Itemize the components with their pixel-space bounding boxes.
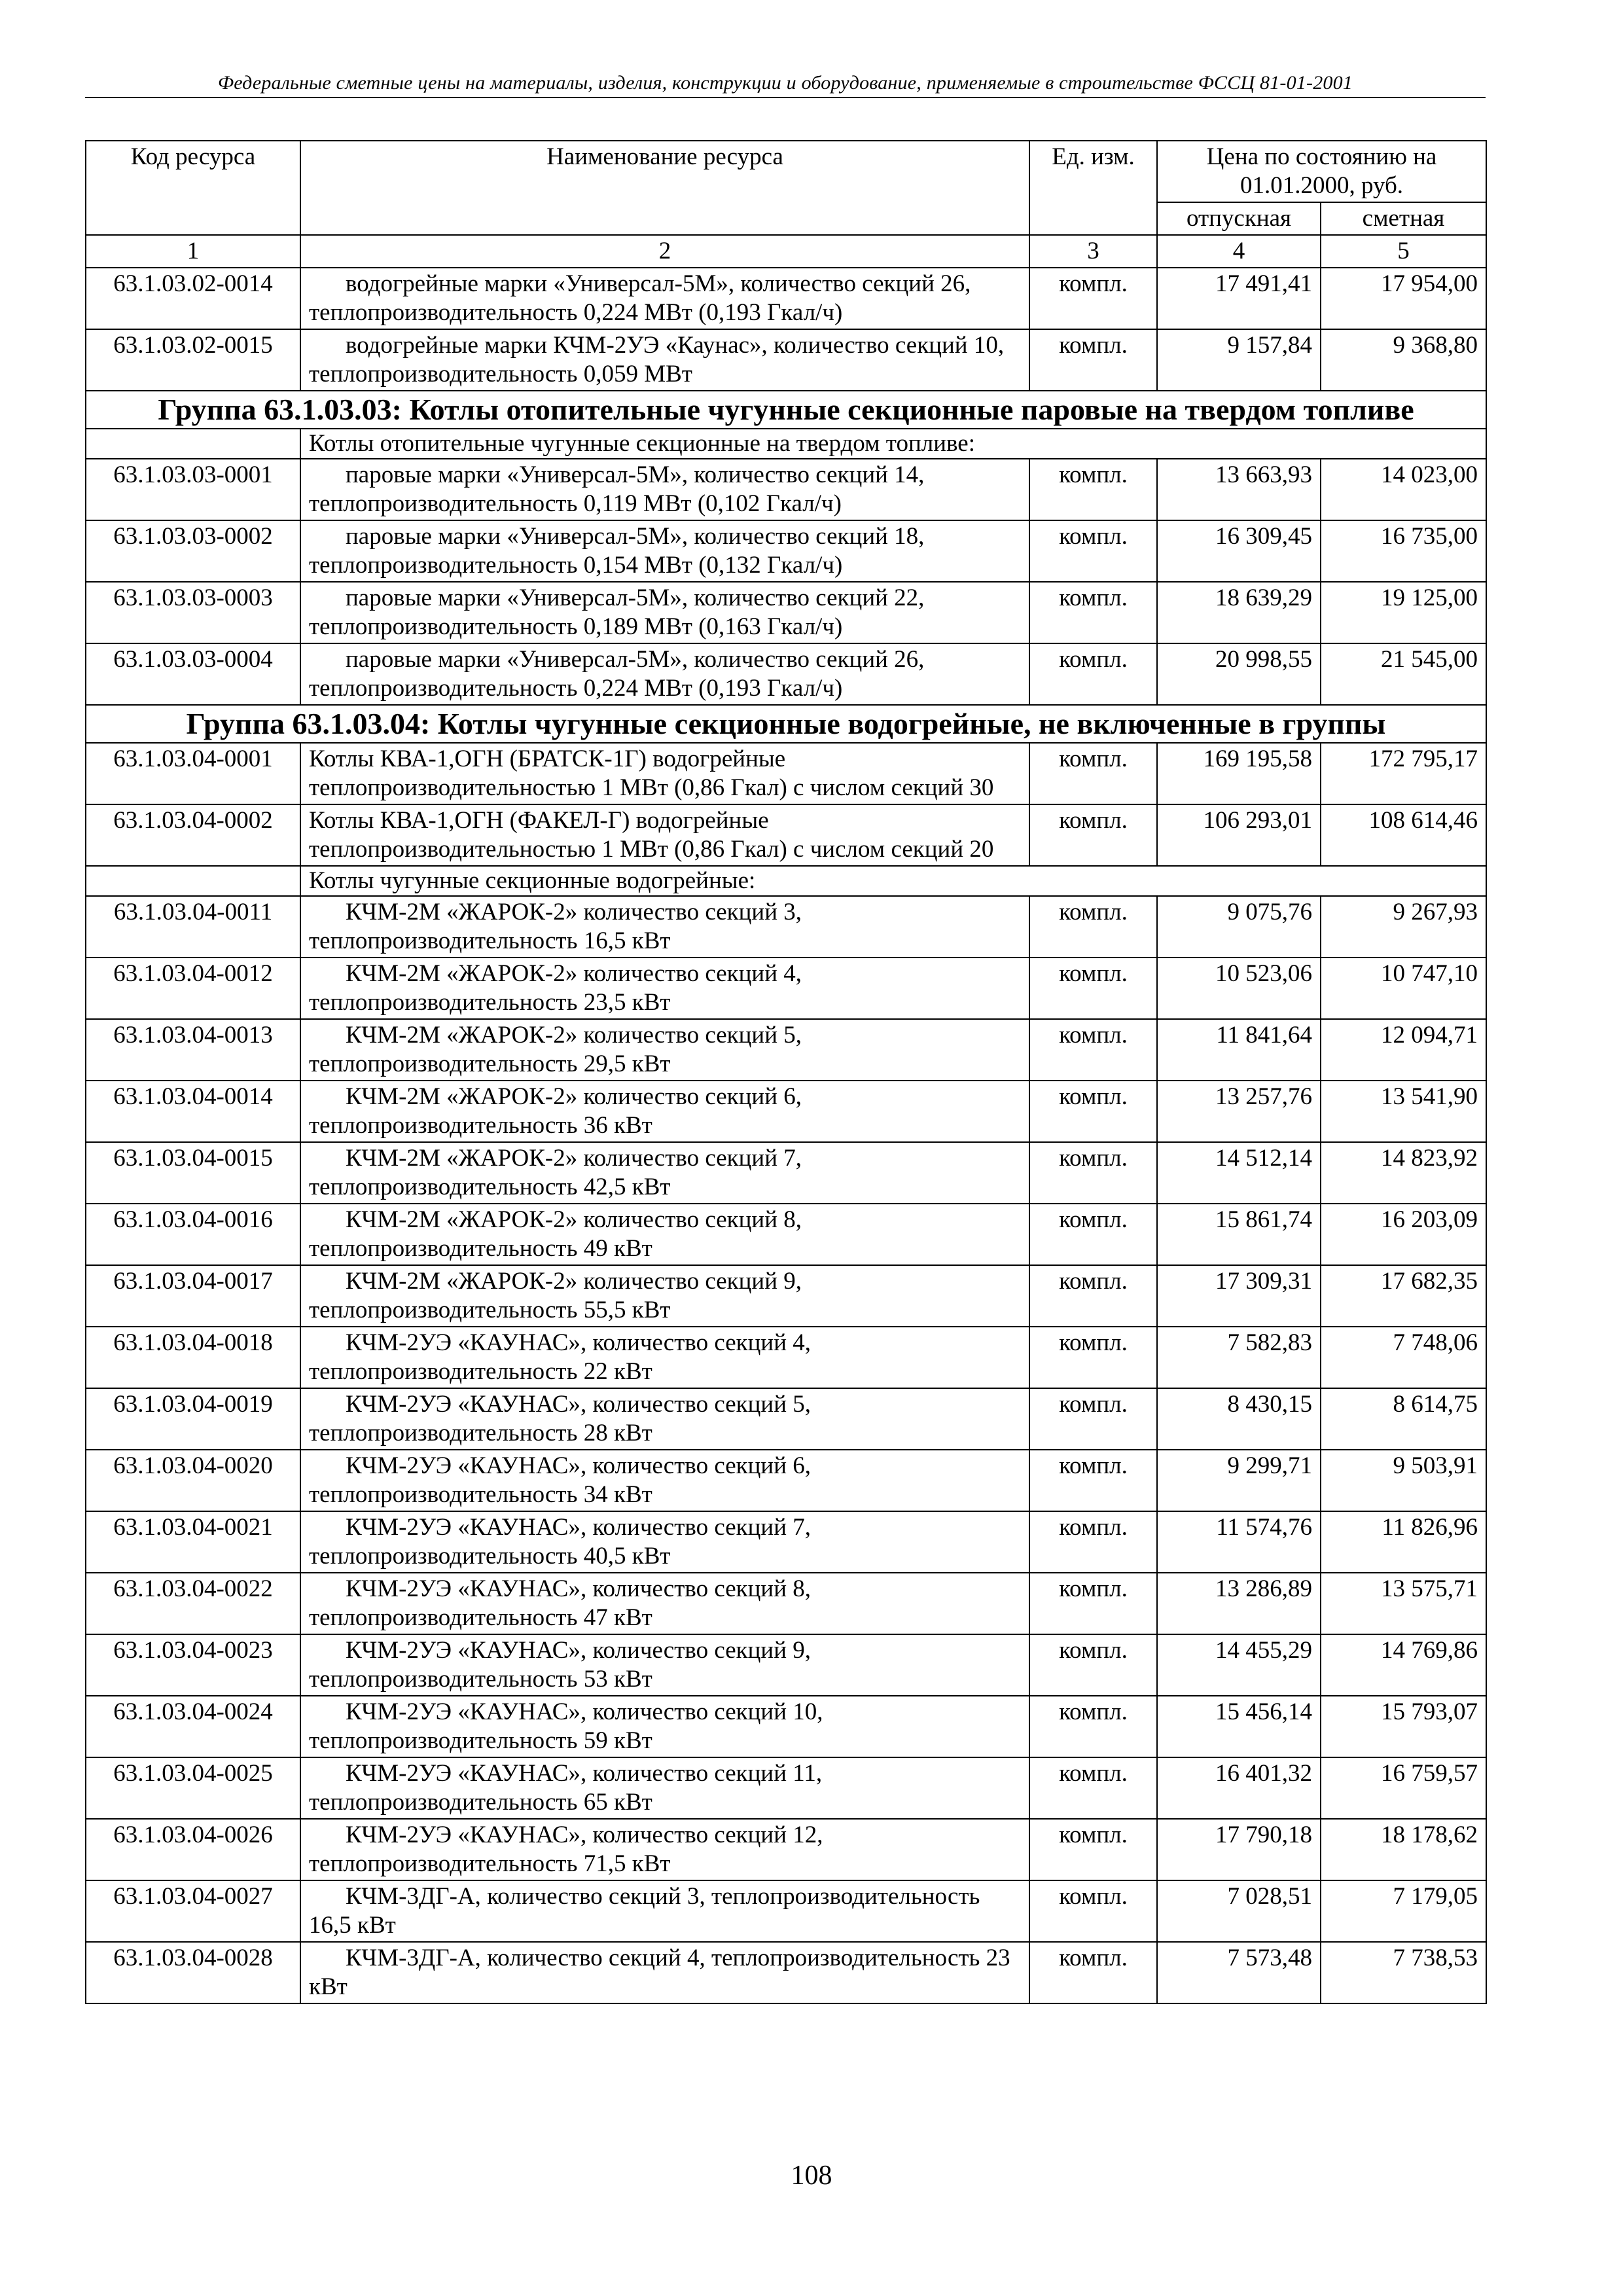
release-price: 20 998,55 [1157, 643, 1321, 705]
release-price: 8 430,15 [1157, 1388, 1321, 1450]
resource-name [300, 520, 1029, 582]
unit-of-measure: компл. [1029, 268, 1157, 329]
resource-code: 63.1.03.04-0023 [86, 1634, 300, 1696]
unit-of-measure: компл. [1029, 896, 1157, 958]
resource-code: 63.1.03.03-0001 [86, 459, 300, 520]
table-row [86, 1573, 1486, 1634]
release-price: 14 512,14 [1157, 1142, 1321, 1204]
column-number: 2 [300, 235, 1029, 268]
resource-name [300, 582, 1029, 643]
table-row [86, 459, 1486, 520]
resource-name-text: паровые марки «Универсал-5М», количество секций 22, теплопроизводительность 0,189 МВт (0,163 Гкал/ч) [309, 584, 925, 640]
unit-of-measure: компл. [1029, 1511, 1157, 1573]
release-price: 18 639,29 [1157, 582, 1321, 643]
table-row [86, 1880, 1486, 1942]
resource-name [300, 1388, 1029, 1450]
release-price: 17 491,41 [1157, 268, 1321, 329]
table-row [86, 1204, 1486, 1265]
unit-of-measure: компл. [1029, 329, 1157, 391]
estimate-price: 13 541,90 [1321, 1081, 1486, 1142]
unit-of-measure: компл. [1029, 1204, 1157, 1265]
resource-name-text: КЧМ-2УЭ «КАУНАС», количество секций 6, теплопроизводительность 34 кВт [309, 1452, 812, 1508]
table-row [86, 1757, 1486, 1819]
unit-of-measure: компл. [1029, 1388, 1157, 1450]
page-number: 108 [791, 2161, 832, 2191]
estimate-price: 16 759,57 [1321, 1757, 1486, 1819]
release-price: 10 523,06 [1157, 958, 1321, 1019]
resource-name-text: КЧМ-2УЭ «КАУНАС», количество секций 9, теплопроизводительность 53 кВт [309, 1637, 812, 1693]
resource-name [300, 1757, 1029, 1819]
estimate-price: 21 545,00 [1321, 643, 1486, 705]
resource-name [300, 329, 1029, 391]
header-estimate-price: сметная [1321, 202, 1486, 235]
table-row [86, 1450, 1486, 1511]
table-row [86, 743, 1486, 804]
resource-name [300, 1327, 1029, 1388]
group-heading-row [86, 391, 1486, 429]
estimate-price: 14 769,86 [1321, 1634, 1486, 1696]
estimate-price: 9 267,93 [1321, 896, 1486, 958]
table-header [86, 141, 1486, 235]
estimate-price: 172 795,17 [1321, 743, 1486, 804]
estimate-price: 10 747,10 [1321, 958, 1486, 1019]
estimate-price: 19 125,00 [1321, 582, 1486, 643]
resource-name [300, 804, 1029, 866]
estimate-price: 11 826,96 [1321, 1511, 1486, 1573]
release-price: 13 257,76 [1157, 1081, 1321, 1142]
release-price: 14 455,29 [1157, 1634, 1321, 1696]
table-row [86, 520, 1486, 582]
resource-name-text: КЧМ-3ДГ-А, количество секций 4, теплопроизводительность 23 кВт [309, 1945, 1010, 2000]
resource-code: 63.1.03.04-0024 [86, 1696, 300, 1757]
header-release-price: отпускная [1157, 202, 1321, 235]
resource-code: 63.1.03.04-0014 [86, 1081, 300, 1142]
price-table [85, 140, 1487, 2004]
resource-name-text: КЧМ-2УЭ «КАУНАС», количество секций 7, теплопроизводительность 40,5 кВт [309, 1514, 812, 1570]
unit-of-measure: компл. [1029, 1265, 1157, 1327]
estimate-price: 7 179,05 [1321, 1880, 1486, 1942]
resource-code: 63.1.03.04-0019 [86, 1388, 300, 1450]
subheading-text: Котлы отопительные чугунные секционные на твердом топливе: [300, 429, 1486, 459]
table-row [86, 1696, 1486, 1757]
release-price: 17 309,31 [1157, 1265, 1321, 1327]
header-unit: Ед. изм. [1029, 141, 1157, 235]
resource-name [300, 1634, 1029, 1696]
release-price: 11 574,76 [1157, 1511, 1321, 1573]
table-row [86, 1634, 1486, 1696]
group-title: Группа 63.1.03.04: Котлы чугунные секционные водогрейные, не включенные в группы [86, 705, 1486, 743]
table-row [86, 1019, 1486, 1081]
table-row [86, 1819, 1486, 1880]
estimate-price: 13 575,71 [1321, 1573, 1486, 1634]
resource-name [300, 1573, 1029, 1634]
resource-code: 63.1.03.04-0026 [86, 1819, 300, 1880]
resource-name [300, 1450, 1029, 1511]
running-header: Федеральные сметные цены на материалы, изделия, конструкции и оборудование, применяемые в строительстве ФССЦ 81-01-2001 [85, 72, 1486, 98]
group-title: Группа 63.1.03.03: Котлы отопительные чугунные секционные паровые на твердом топливе [86, 391, 1486, 429]
resource-name-text: КЧМ-2М «ЖАРОК-2» количество секций 7, теплопроизводительность 42,5 кВт [309, 1145, 802, 1200]
resource-name [300, 643, 1029, 705]
resource-name [300, 1204, 1029, 1265]
unit-of-measure: компл. [1029, 1019, 1157, 1081]
resource-name-text: паровые марки «Универсал-5М», количество секций 26, теплопроизводительность 0,224 МВт (0,193 Гкал/ч) [309, 646, 925, 702]
table-row [86, 582, 1486, 643]
estimate-price: 16 735,00 [1321, 520, 1486, 582]
unit-of-measure: компл. [1029, 1757, 1157, 1819]
resource-code: 63.1.03.04-0028 [86, 1942, 300, 2003]
resource-name-text: Котлы КВА-1,ОГН (БРАТСК-1Г) водогрейные теплопроизводительностью 1 МВт (0,86 Гкал) с числом секций 30 [309, 745, 994, 801]
resource-code: 63.1.03.04-0020 [86, 1450, 300, 1511]
resource-code: 63.1.03.02-0015 [86, 329, 300, 391]
resource-code: 63.1.03.04-0017 [86, 1265, 300, 1327]
resource-name-text: КЧМ-2УЭ «КАУНАС», количество секций 11, теплопроизводительность 65 кВт [309, 1760, 823, 1816]
column-number: 4 [1157, 235, 1321, 268]
resource-name-text: КЧМ-2УЭ «КАУНАС», количество секций 5, теплопроизводительность 28 кВт [309, 1391, 812, 1446]
resource-code: 63.1.03.02-0014 [86, 268, 300, 329]
resource-code: 63.1.03.04-0018 [86, 1327, 300, 1388]
unit-of-measure: компл. [1029, 804, 1157, 866]
resource-name [300, 1081, 1029, 1142]
estimate-price: 14 023,00 [1321, 459, 1486, 520]
resource-name [300, 1942, 1029, 2003]
resource-name [300, 1265, 1029, 1327]
unit-of-measure: компл. [1029, 643, 1157, 705]
estimate-price: 9 503,91 [1321, 1450, 1486, 1511]
estimate-price: 9 368,80 [1321, 329, 1486, 391]
resource-name [300, 1696, 1029, 1757]
unit-of-measure: компл. [1029, 1819, 1157, 1880]
estimate-price: 17 954,00 [1321, 268, 1486, 329]
table-row [86, 1142, 1486, 1204]
empty-cell [86, 866, 300, 896]
resource-name-text: КЧМ-2М «ЖАРОК-2» количество секций 8, теплопроизводительность 49 кВт [309, 1206, 802, 1262]
release-price: 13 663,93 [1157, 459, 1321, 520]
resource-name [300, 1880, 1029, 1942]
resource-code: 63.1.03.04-0021 [86, 1511, 300, 1573]
table-row [86, 1081, 1486, 1142]
release-price: 9 075,76 [1157, 896, 1321, 958]
table-row [86, 958, 1486, 1019]
release-price: 7 573,48 [1157, 1942, 1321, 2003]
table-row [86, 896, 1486, 958]
table-row [86, 804, 1486, 866]
resource-name-text: паровые марки «Универсал-5М», количество секций 18, теплопроизводительность 0,154 МВт (0,132 Гкал/ч) [309, 523, 925, 579]
table-row [86, 1388, 1486, 1450]
resource-name [300, 958, 1029, 1019]
table-row [86, 1511, 1486, 1573]
release-price: 11 841,64 [1157, 1019, 1321, 1081]
unit-of-measure: компл. [1029, 1634, 1157, 1696]
subheading-row [86, 866, 1486, 896]
unit-of-measure: компл. [1029, 1081, 1157, 1142]
unit-of-measure: компл. [1029, 1142, 1157, 1204]
resource-name [300, 1019, 1029, 1081]
estimate-price: 14 823,92 [1321, 1142, 1486, 1204]
table-row [86, 1327, 1486, 1388]
resource-name-text: КЧМ-2УЭ «КАУНАС», количество секций 10, теплопроизводительность 59 кВт [309, 1698, 823, 1754]
unit-of-measure: компл. [1029, 520, 1157, 582]
column-number: 1 [86, 235, 300, 268]
resource-name [300, 1511, 1029, 1573]
unit-of-measure: компл. [1029, 958, 1157, 1019]
release-price: 16 309,45 [1157, 520, 1321, 582]
release-price: 9 299,71 [1157, 1450, 1321, 1511]
unit-of-measure: компл. [1029, 1573, 1157, 1634]
resource-code: 63.1.03.04-0022 [86, 1573, 300, 1634]
unit-of-measure: компл. [1029, 582, 1157, 643]
resource-code: 63.1.03.04-0015 [86, 1142, 300, 1204]
resource-name-text: КЧМ-2М «ЖАРОК-2» количество секций 6, теплопроизводительность 36 кВт [309, 1083, 802, 1139]
release-price: 15 456,14 [1157, 1696, 1321, 1757]
resource-name [300, 459, 1029, 520]
resource-name-text: паровые марки «Универсал-5М», количество секций 14, теплопроизводительность 0,119 МВт (0,102 Гкал/ч) [309, 461, 925, 517]
resource-name-text: водогрейные марки «Универсал-5М», количество секций 26, теплопроизводительность 0,224 МВт (0,193 Гкал/ч) [309, 270, 971, 326]
resource-name-text: КЧМ-2М «ЖАРОК-2» количество секций 3, теплопроизводительность 16,5 кВт [309, 899, 802, 954]
table-row [86, 1942, 1486, 2003]
resource-name-text: КЧМ-2М «ЖАРОК-2» количество секций 5, теплопроизводительность 29,5 кВт [309, 1022, 802, 1077]
estimate-price: 16 203,09 [1321, 1204, 1486, 1265]
resource-code: 63.1.03.04-0011 [86, 896, 300, 958]
group-heading-row [86, 705, 1486, 743]
release-price: 17 790,18 [1157, 1819, 1321, 1880]
table-row [86, 329, 1486, 391]
table-row [86, 1265, 1486, 1327]
resource-name-text: КЧМ-2УЭ «КАУНАС», количество секций 8, теплопроизводительность 47 кВт [309, 1575, 812, 1631]
empty-cell [86, 429, 300, 459]
subheading-row [86, 429, 1486, 459]
header-name: Наименование ресурса [300, 141, 1029, 235]
estimate-price: 18 178,62 [1321, 1819, 1486, 1880]
resource-code: 63.1.03.03-0002 [86, 520, 300, 582]
resource-name [300, 268, 1029, 329]
resource-code: 63.1.03.04-0002 [86, 804, 300, 866]
resource-code: 63.1.03.04-0012 [86, 958, 300, 1019]
resource-code: 63.1.03.04-0001 [86, 743, 300, 804]
header-price: Цена по состоянию на 01.01.2000, руб. [1157, 141, 1486, 202]
table-row [86, 268, 1486, 329]
resource-name-text: КЧМ-3ДГ-А, количество секций 3, теплопроизводительность 16,5 кВт [309, 1883, 980, 1939]
table-row [86, 643, 1486, 705]
estimate-price: 7 738,53 [1321, 1942, 1486, 2003]
unit-of-measure: компл. [1029, 459, 1157, 520]
unit-of-measure: компл. [1029, 1450, 1157, 1511]
release-price: 106 293,01 [1157, 804, 1321, 866]
resource-name-text: Котлы КВА-1,ОГН (ФАКЕЛ-Г) водогрейные теплопроизводительностью 1 МВт (0,86 Гкал) с числом секций 20 [309, 807, 994, 863]
column-number: 5 [1321, 235, 1486, 268]
release-price: 7 028,51 [1157, 1880, 1321, 1942]
release-price: 9 157,84 [1157, 329, 1321, 391]
unit-of-measure: компл. [1029, 1880, 1157, 1942]
header-code: Код ресурса [86, 141, 300, 235]
resource-name-text: КЧМ-2УЭ «КАУНАС», количество секций 12, теплопроизводительность 71,5 кВт [309, 1821, 823, 1877]
unit-of-measure: компл. [1029, 1696, 1157, 1757]
resource-name [300, 1142, 1029, 1204]
release-price: 7 582,83 [1157, 1327, 1321, 1388]
estimate-price: 12 094,71 [1321, 1019, 1486, 1081]
table-body [86, 268, 1486, 2003]
estimate-price: 17 682,35 [1321, 1265, 1486, 1327]
resource-code: 63.1.03.04-0025 [86, 1757, 300, 1819]
column-numbers [86, 235, 1486, 268]
resource-name-text: КЧМ-2М «ЖАРОК-2» количество секций 4, теплопроизводительность 23,5 кВт [309, 960, 802, 1016]
resource-name-text: водогрейные марки КЧМ-2УЭ «Каунас», количество секций 10, теплопроизводительность 0,059 МВт [309, 332, 1005, 387]
release-price: 16 401,32 [1157, 1757, 1321, 1819]
resource-name [300, 743, 1029, 804]
resource-code: 63.1.03.03-0003 [86, 582, 300, 643]
estimate-price: 7 748,06 [1321, 1327, 1486, 1388]
resource-code: 63.1.03.04-0027 [86, 1880, 300, 1942]
resource-code: 63.1.03.04-0013 [86, 1019, 300, 1081]
release-price: 15 861,74 [1157, 1204, 1321, 1265]
column-number: 3 [1029, 235, 1157, 268]
resource-name-text: КЧМ-2УЭ «КАУНАС», количество секций 4, теплопроизводительность 22 кВт [309, 1329, 812, 1385]
resource-name [300, 1819, 1029, 1880]
release-price: 13 286,89 [1157, 1573, 1321, 1634]
unit-of-measure: компл. [1029, 1327, 1157, 1388]
resource-name [300, 896, 1029, 958]
unit-of-measure: компл. [1029, 743, 1157, 804]
estimate-price: 8 614,75 [1321, 1388, 1486, 1450]
estimate-price: 108 614,46 [1321, 804, 1486, 866]
unit-of-measure: компл. [1029, 1942, 1157, 2003]
resource-code: 63.1.03.04-0016 [86, 1204, 300, 1265]
release-price: 169 195,58 [1157, 743, 1321, 804]
subheading-text: Котлы чугунные секционные водогрейные: [300, 866, 1486, 896]
estimate-price: 15 793,07 [1321, 1696, 1486, 1757]
resource-name-text: КЧМ-2М «ЖАРОК-2» количество секций 9, теплопроизводительность 55,5 кВт [309, 1268, 802, 1323]
resource-code: 63.1.03.03-0004 [86, 643, 300, 705]
